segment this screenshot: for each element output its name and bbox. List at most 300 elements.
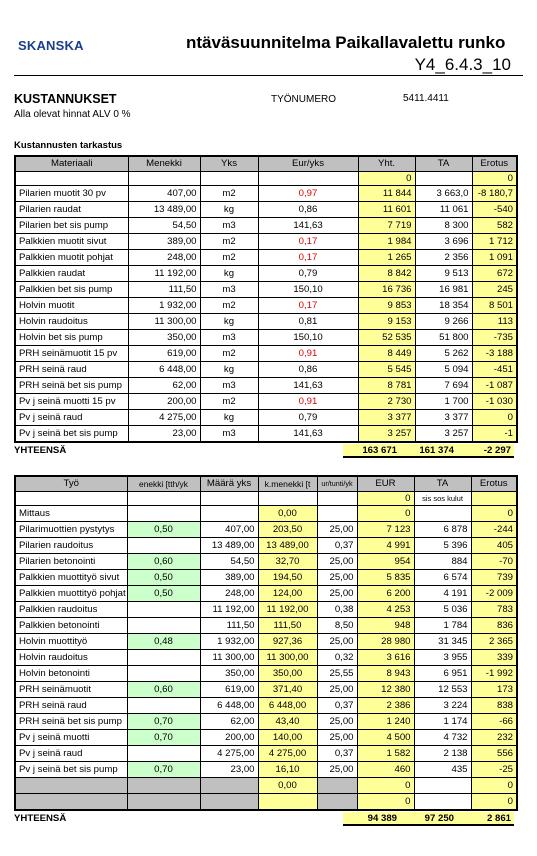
work-labour-rate	[127, 506, 200, 522]
work-eur-per-hour: 25,00	[317, 714, 357, 730]
work-total-eur: 94 389	[343, 812, 400, 826]
work-name: Pv j seinä raud	[15, 746, 127, 762]
empty-cell	[127, 492, 200, 506]
skanska-logo: SKANSKA	[18, 38, 84, 53]
work-quantity: 54,50	[200, 554, 258, 570]
material-name: Holvin bet sis pump	[15, 330, 128, 346]
material-name: Palkkien raudat	[15, 266, 128, 282]
material-unit: m3	[200, 426, 258, 443]
material-unit-price: 0,17	[258, 234, 358, 250]
work-labour-rate	[127, 666, 200, 682]
work-difference: 0	[471, 794, 517, 811]
work-quantity	[200, 778, 258, 794]
work-eur: 460	[357, 762, 414, 778]
work-eur: 1 582	[357, 746, 414, 762]
material-unit-price: 141,63	[258, 218, 358, 234]
material-budget: 3 257	[415, 426, 472, 443]
material-unit: m3	[200, 378, 258, 394]
work-quantity: 619,00	[200, 682, 258, 698]
material-consumption: 389,00	[128, 234, 200, 250]
col-header-material: Materiaali	[15, 156, 128, 172]
work-total-label: YHTEENSÄ	[14, 813, 67, 824]
work-eur-per-hour: 8,50	[317, 618, 357, 634]
work-difference: 739	[471, 570, 517, 586]
work-difference: -66	[471, 714, 517, 730]
work-labour-rate: 0,60	[127, 682, 200, 698]
material-budget: 11 061	[415, 202, 472, 218]
material-difference: 245	[472, 282, 517, 298]
work-budget: 12 553	[414, 682, 471, 698]
section-heading: KUSTANNUKSET	[14, 92, 117, 106]
empty-cell	[200, 492, 258, 506]
work-total-hours: 11 300,00	[258, 650, 317, 666]
work-difference: 2 365	[471, 634, 517, 650]
material-total: 52 535	[358, 330, 415, 346]
table-row	[15, 522, 517, 538]
work-difference: 0	[471, 506, 517, 522]
work-total-hours: 140,00	[258, 730, 317, 746]
table-row	[15, 778, 517, 794]
material-total: 11 844	[358, 186, 415, 202]
material-name: Palkkien muotit pohjat	[15, 250, 128, 266]
work-budget: 6 878	[414, 522, 471, 538]
job-number-value: 5411.4411	[403, 93, 449, 104]
work-eur-per-hour: 0,37	[317, 698, 357, 714]
col-header-difference: Erotus	[472, 156, 517, 172]
material-unit-price: 0,91	[258, 346, 358, 362]
work-name	[15, 794, 127, 811]
work-labour-rate: 0,50	[127, 522, 200, 538]
work-total-ta: 97 250	[400, 812, 457, 826]
work-eur: 6 200	[357, 586, 414, 602]
work-eur: 948	[357, 618, 414, 634]
table-row	[15, 634, 517, 650]
work-labour-rate	[127, 778, 200, 794]
materials-total-label: YHTEENSÄ	[14, 445, 67, 456]
table-row	[15, 666, 517, 682]
work-labour-rate	[127, 794, 200, 811]
table-row	[15, 570, 517, 586]
work-name: Palkkien raudoitus	[15, 602, 127, 618]
material-unit-price: 0,79	[258, 266, 358, 282]
table-row	[15, 378, 517, 394]
col-header-total-hours: k.menekki [t	[258, 476, 317, 492]
work-name: PRH seinä bet sis pump	[15, 714, 127, 730]
work-total-hours: 350,00	[258, 666, 317, 682]
material-unit-price: 0,91	[258, 394, 358, 410]
material-budget: 9 266	[415, 314, 472, 330]
table-row	[15, 202, 517, 218]
work-budget: 31 345	[414, 634, 471, 650]
table-row	[15, 314, 517, 330]
material-difference: -1 087	[472, 378, 517, 394]
material-name: Pilarien muotit 30 pv	[15, 186, 128, 202]
material-budget: 5 094	[415, 362, 472, 378]
table-row	[15, 730, 517, 746]
work-name: PRH seinämuotit	[15, 682, 127, 698]
work-budget: 1 174	[414, 714, 471, 730]
material-difference: -3 188	[472, 346, 517, 362]
col-header-consumption: Menekki	[128, 156, 200, 172]
work-labour-rate	[127, 650, 200, 666]
col-header-eur: EUR	[357, 476, 414, 492]
work-labour-rate	[127, 602, 200, 618]
material-name: Palkkien bet sis pump	[15, 282, 128, 298]
summary-ta-note: sis sos kulut	[414, 492, 471, 506]
work-quantity	[200, 794, 258, 811]
material-consumption: 6 448,00	[128, 362, 200, 378]
empty-cell	[317, 492, 357, 506]
cost-check-title: Kustannusten tarkastus	[14, 140, 123, 151]
material-budget: 5 262	[415, 346, 472, 362]
work-quantity: 62,00	[200, 714, 258, 730]
work-total-hours: 194,50	[258, 570, 317, 586]
work-name	[15, 778, 127, 794]
work-eur: 2 386	[357, 698, 414, 714]
work-eur: 4 500	[357, 730, 414, 746]
work-labour-rate: 0,60	[127, 554, 200, 570]
material-consumption: 62,00	[128, 378, 200, 394]
work-eur-per-hour: 25,00	[317, 570, 357, 586]
work-eur-per-hour: 25,00	[317, 682, 357, 698]
material-unit: m3	[200, 330, 258, 346]
material-total: 3 377	[358, 410, 415, 426]
col-header-unit: Yks	[200, 156, 258, 172]
document-title: ntäväsuunnitelma Paikallavalettu runko	[186, 33, 506, 52]
material-consumption: 248,00	[128, 250, 200, 266]
work-name: Pv j seinä bet sis pump	[15, 762, 127, 778]
table-row	[15, 362, 517, 378]
work-eur-per-hour: 25,00	[317, 730, 357, 746]
material-difference: 113	[472, 314, 517, 330]
work-budget: 4 191	[414, 586, 471, 602]
material-unit: m3	[200, 218, 258, 234]
work-budget: 884	[414, 554, 471, 570]
material-total: 8 842	[358, 266, 415, 282]
work-eur-per-hour: 0,37	[317, 538, 357, 554]
work-labour-rate	[127, 746, 200, 762]
material-unit: m2	[200, 298, 258, 314]
material-unit-price: 150,10	[258, 330, 358, 346]
work-eur-per-hour: 25,00	[317, 554, 357, 570]
work-eur: 28 980	[357, 634, 414, 650]
material-consumption: 13 489,00	[128, 202, 200, 218]
work-budget: 5 036	[414, 602, 471, 618]
material-total: 11 601	[358, 202, 415, 218]
header-rule	[14, 75, 523, 76]
work-labour-rate	[127, 618, 200, 634]
work-difference: 838	[471, 698, 517, 714]
work-total-hours: 4 275,00	[258, 746, 317, 762]
materials-header-row	[15, 156, 517, 172]
work-total-hours: 111,50	[258, 618, 317, 634]
material-difference: 8 501	[472, 298, 517, 314]
material-difference: -1 030	[472, 394, 517, 410]
table-row	[15, 794, 517, 811]
table-row	[15, 762, 517, 778]
work-budget	[414, 794, 471, 811]
work-labour-rate	[127, 698, 200, 714]
material-unit: kg	[200, 362, 258, 378]
work-eur-per-hour	[317, 778, 357, 794]
material-difference: -451	[472, 362, 517, 378]
work-eur-per-hour: 0,37	[317, 746, 357, 762]
work-name: Mittaus	[15, 506, 127, 522]
col-header-budget: TA	[415, 156, 472, 172]
materials-total-yht: 163 671	[343, 444, 400, 458]
table-row	[15, 698, 517, 714]
material-consumption: 4 275,00	[128, 410, 200, 426]
material-name: Pilarien raudat	[15, 202, 128, 218]
work-eur: 5 835	[357, 570, 414, 586]
work-quantity	[200, 506, 258, 522]
work-quantity: 389,00	[200, 570, 258, 586]
work-budget: 4 732	[414, 730, 471, 746]
empty-cell	[258, 492, 317, 506]
work-quantity: 11 192,00	[200, 602, 258, 618]
table-row	[15, 554, 517, 570]
work-budget: 5 396	[414, 538, 471, 554]
work-difference: 405	[471, 538, 517, 554]
work-header-row	[15, 476, 517, 492]
work-budget: 2 138	[414, 746, 471, 762]
work-difference: -2 009	[471, 586, 517, 602]
work-eur-per-hour: 0,32	[317, 650, 357, 666]
material-consumption: 111,50	[128, 282, 200, 298]
work-eur: 1 240	[357, 714, 414, 730]
work-total-hours: 16,10	[258, 762, 317, 778]
work-budget: 3 955	[414, 650, 471, 666]
material-total: 7 719	[358, 218, 415, 234]
document-code: Y4_6.4.3_10	[414, 55, 511, 74]
material-consumption: 619,00	[128, 346, 200, 362]
work-name: Holvin betonointi	[15, 666, 127, 682]
material-unit-price: 0,86	[258, 202, 358, 218]
work-total-hours: 0,00	[258, 778, 317, 794]
work-total-erotus: 2 861	[457, 812, 514, 826]
col-header-labour-rate: enekki [tth/yk	[127, 476, 200, 492]
work-difference: 232	[471, 730, 517, 746]
work-labour-rate: 0,70	[127, 762, 200, 778]
material-difference: -1	[472, 426, 517, 443]
material-unit-price: 0,86	[258, 362, 358, 378]
material-budget: 51 800	[415, 330, 472, 346]
table-row	[15, 682, 517, 698]
table-row	[15, 282, 517, 298]
work-labour-rate	[127, 538, 200, 554]
work-name: PRH seinä raud	[15, 698, 127, 714]
material-difference: 582	[472, 218, 517, 234]
table-row	[15, 346, 517, 362]
material-total: 3 257	[358, 426, 415, 443]
work-eur: 12 380	[357, 682, 414, 698]
empty-cell	[15, 492, 127, 506]
work-eur: 8 943	[357, 666, 414, 682]
work-eur: 954	[357, 554, 414, 570]
materials-summary-row	[15, 172, 517, 186]
material-total: 8 449	[358, 346, 415, 362]
material-total: 5 545	[358, 362, 415, 378]
material-consumption: 11 192,00	[128, 266, 200, 282]
work-budget: 6 574	[414, 570, 471, 586]
material-name: Holvin muotit	[15, 298, 128, 314]
material-budget: 1 700	[415, 394, 472, 410]
work-name: Palkkien muottityö sivut	[15, 570, 127, 586]
work-budget: 3 224	[414, 698, 471, 714]
work-total-hours	[258, 794, 317, 811]
summary-eur: 0	[357, 492, 414, 506]
work-quantity: 6 448,00	[200, 698, 258, 714]
work-labour-rate: 0,48	[127, 634, 200, 650]
material-name: Pilarien bet sis pump	[15, 218, 128, 234]
summary-work-erotus	[471, 492, 517, 506]
material-budget: 2 356	[415, 250, 472, 266]
material-name: PRH seinämuotit 15 pv	[15, 346, 128, 362]
table-row	[15, 746, 517, 762]
material-budget: 8 300	[415, 218, 472, 234]
materials-total-erotus: -2 297	[457, 444, 514, 458]
material-unit-price: 0,17	[258, 250, 358, 266]
work-eur-per-hour: 25,00	[317, 634, 357, 650]
material-total: 9 153	[358, 314, 415, 330]
material-budget: 18 354	[415, 298, 472, 314]
material-consumption: 407,00	[128, 186, 200, 202]
material-difference: 0	[472, 410, 517, 426]
work-quantity: 248,00	[200, 586, 258, 602]
work-table	[14, 475, 518, 811]
work-budget	[414, 506, 471, 522]
material-budget: 7 694	[415, 378, 472, 394]
work-summary-row	[15, 492, 517, 506]
table-row	[15, 218, 517, 234]
table-row	[15, 602, 517, 618]
table-row	[15, 394, 517, 410]
work-difference: -1 992	[471, 666, 517, 682]
empty-cell	[258, 172, 358, 186]
material-budget: 16 981	[415, 282, 472, 298]
work-difference: -244	[471, 522, 517, 538]
work-name: Holvin raudoitus	[15, 650, 127, 666]
material-unit-price: 0,79	[258, 410, 358, 426]
table-row	[15, 298, 517, 314]
material-difference: 1 712	[472, 234, 517, 250]
material-name: Pv j seinä bet sis pump	[15, 426, 128, 443]
work-quantity: 23,00	[200, 762, 258, 778]
table-row	[15, 426, 517, 443]
work-total-hours: 371,40	[258, 682, 317, 698]
material-consumption: 54,50	[128, 218, 200, 234]
material-total: 8 781	[358, 378, 415, 394]
work-labour-rate: 0,70	[127, 730, 200, 746]
table-row	[15, 650, 517, 666]
table-row	[15, 186, 517, 202]
material-name: Pv j seinä muotti 15 pv	[15, 394, 128, 410]
material-unit: m3	[200, 282, 258, 298]
material-name: PRH seinä raud	[15, 362, 128, 378]
work-eur: 7 123	[357, 522, 414, 538]
col-header-eur-per-hour: ur/tunti/yk	[317, 476, 357, 492]
material-unit: kg	[200, 202, 258, 218]
work-name: Palkkien betonointi	[15, 618, 127, 634]
work-name: Pilarien raudoitus	[15, 538, 127, 554]
work-name: Holvin muottityö	[15, 634, 127, 650]
work-quantity: 200,00	[200, 730, 258, 746]
table-row	[15, 234, 517, 250]
col-header-unit-price: Eur/yks	[258, 156, 358, 172]
material-budget: 9 513	[415, 266, 472, 282]
work-quantity: 11 300,00	[200, 650, 258, 666]
work-difference: -25	[471, 762, 517, 778]
col-header-quantity: Määrä yks	[200, 476, 258, 492]
material-difference: 672	[472, 266, 517, 282]
work-difference: 556	[471, 746, 517, 762]
work-eur: 4 253	[357, 602, 414, 618]
work-eur-per-hour: 25,00	[317, 586, 357, 602]
work-eur: 3 616	[357, 650, 414, 666]
work-eur-per-hour	[317, 506, 357, 522]
material-difference: 1 091	[472, 250, 517, 266]
work-difference: -70	[471, 554, 517, 570]
material-name: Palkkien muotit sivut	[15, 234, 128, 250]
material-budget: 3 663,0	[415, 186, 472, 202]
material-unit-price: 141,63	[258, 378, 358, 394]
empty-cell	[128, 172, 200, 186]
material-difference: -735	[472, 330, 517, 346]
material-difference: -540	[472, 202, 517, 218]
table-row	[15, 714, 517, 730]
table-row	[15, 266, 517, 282]
col-header-work-difference: Erotus	[471, 476, 517, 492]
summary-erotus: 0	[472, 172, 517, 186]
material-budget: 3 696	[415, 234, 472, 250]
material-unit-price: 141,63	[258, 426, 358, 443]
work-eur: 4 991	[357, 538, 414, 554]
work-quantity: 1 932,00	[200, 634, 258, 650]
material-budget: 3 377	[415, 410, 472, 426]
work-eur-per-hour: 25,00	[317, 762, 357, 778]
work-name: Pv j seinä muotti	[15, 730, 127, 746]
work-total-hours: 124,00	[258, 586, 317, 602]
material-unit: m2	[200, 234, 258, 250]
material-unit-price: 150,10	[258, 282, 358, 298]
work-difference: 783	[471, 602, 517, 618]
material-consumption: 1 932,00	[128, 298, 200, 314]
col-header-work-budget: TA	[414, 476, 471, 492]
empty-cell	[200, 172, 258, 186]
material-total: 9 853	[358, 298, 415, 314]
material-unit-price: 0,17	[258, 298, 358, 314]
material-total: 2 730	[358, 394, 415, 410]
table-row	[15, 586, 517, 602]
table-row	[15, 330, 517, 346]
work-difference: 0	[471, 778, 517, 794]
work-total-hours: 6 448,00	[258, 698, 317, 714]
work-total-hours: 11 192,00	[258, 602, 317, 618]
table-row	[15, 506, 517, 522]
material-unit: kg	[200, 410, 258, 426]
work-labour-rate: 0,70	[127, 714, 200, 730]
work-difference: 173	[471, 682, 517, 698]
work-quantity: 13 489,00	[200, 538, 258, 554]
material-consumption: 200,00	[128, 394, 200, 410]
summary-ta	[415, 172, 472, 186]
work-labour-rate: 0,50	[127, 570, 200, 586]
material-unit-price: 0,97	[258, 186, 358, 202]
material-total: 16 736	[358, 282, 415, 298]
work-difference: 339	[471, 650, 517, 666]
work-eur-per-hour: 25,00	[317, 522, 357, 538]
table-row	[15, 538, 517, 554]
